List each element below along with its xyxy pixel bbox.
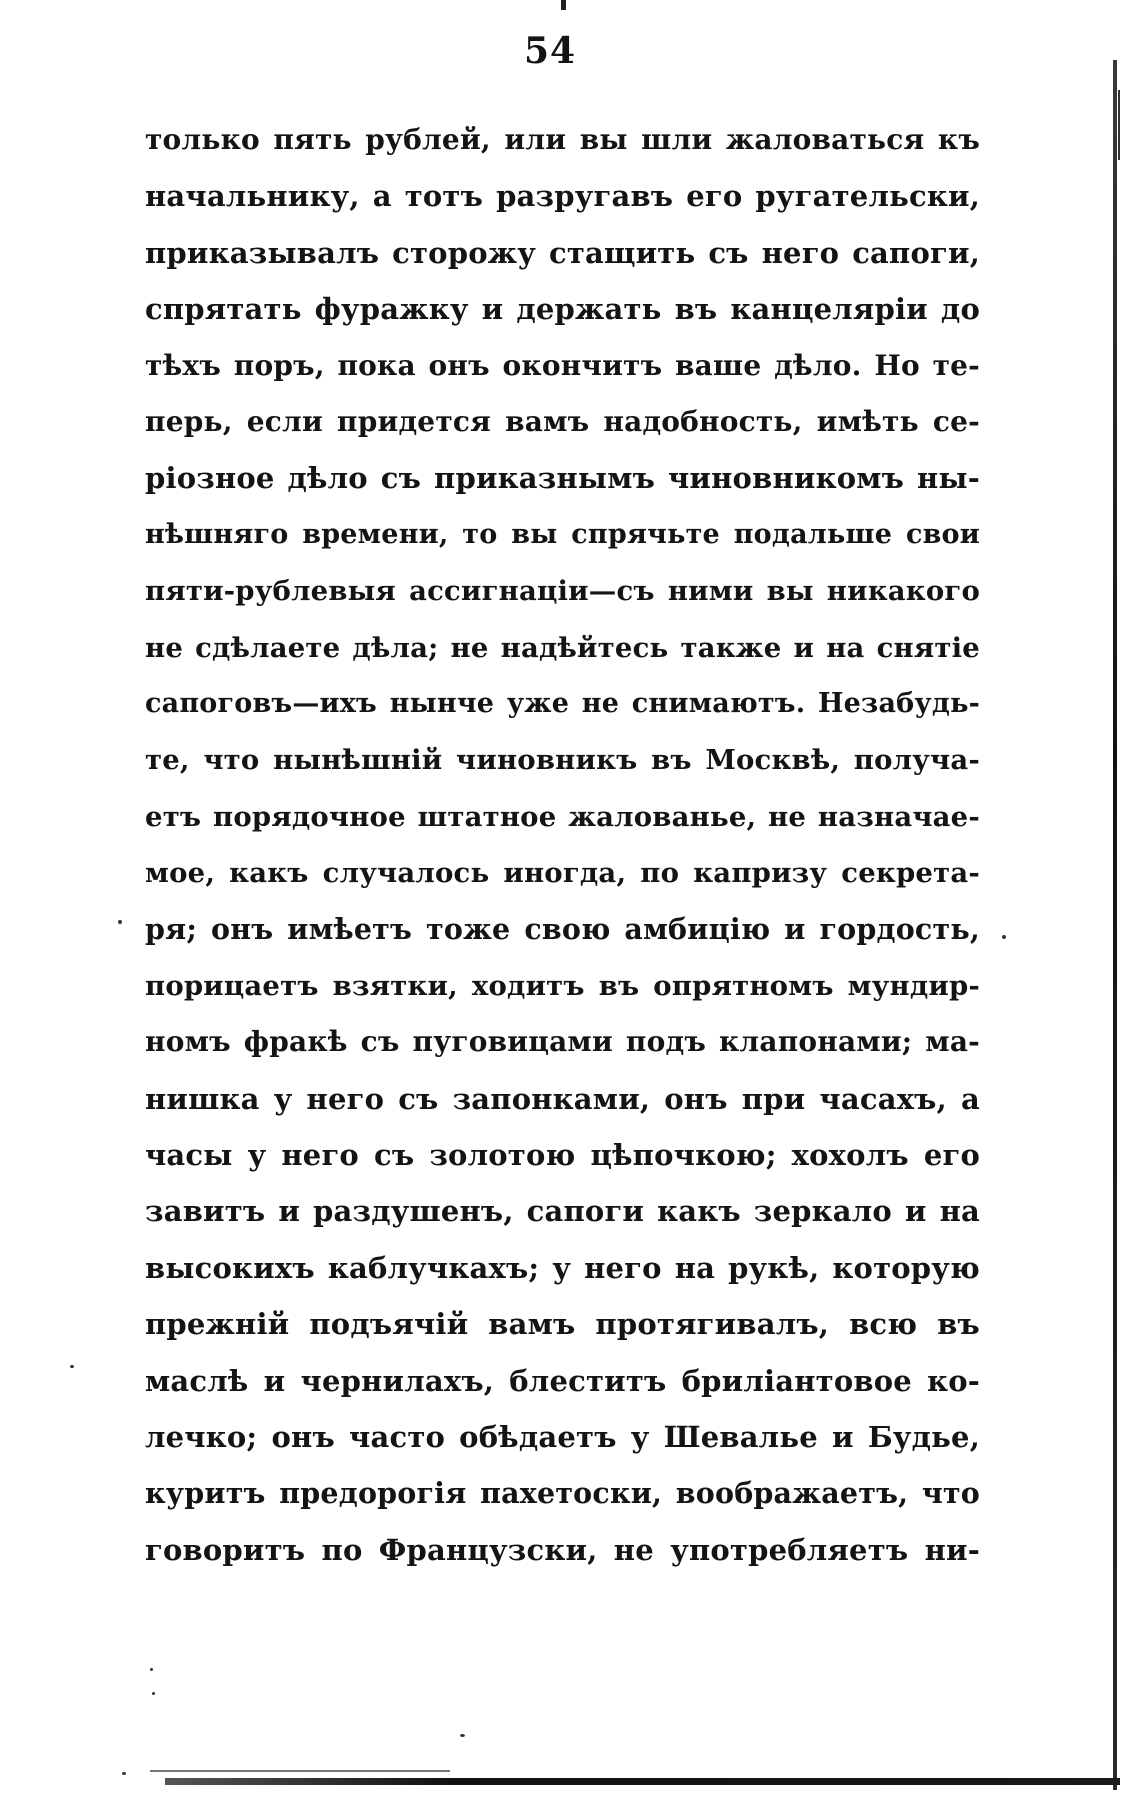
- text-line: только пять рублей, или вы шли жаловаться къ: [145, 123, 980, 156]
- text-line: завитъ и раздушенъ, сапоги какъ зеркало и на: [145, 1194, 980, 1229]
- text-line: приказывалъ сторожу стащить съ него сапоги,: [145, 235, 980, 270]
- text-line: куритъ предорогія пахетоски, воображаетъ, что: [145, 1476, 980, 1511]
- text-line: начальнику, а тотъ разругавъ его ругательски,: [145, 179, 980, 214]
- page-right-edge-mark: [1118, 90, 1120, 160]
- page-bottom-edge: [165, 1778, 1120, 1785]
- ink-speck: [118, 920, 122, 924]
- ink-speck: [122, 1772, 126, 1775]
- ink-speck: [70, 1365, 74, 1368]
- text-line: перь, если придется вамъ надобность, имѣть се-: [145, 404, 980, 438]
- text-line: етъ порядочное штатное жалованье, не назначае-: [145, 800, 980, 833]
- text-line: пяти-рублевыя ассигнаціи—съ ними вы никакого: [145, 575, 980, 608]
- text-line: маслѣ и чернилахъ, блеститъ бриліантовое ко-: [145, 1363, 980, 1398]
- ink-speck: [152, 1692, 155, 1695]
- ink-speck: [460, 1734, 465, 1737]
- text-line: высокихъ каблучкахъ; у него на рукѣ, которую: [145, 1250, 980, 1285]
- text-line: лечко; онъ часто обѣдаетъ у Шевалье и Будье,: [145, 1419, 980, 1454]
- text-line: нѣшняго времени, то вы спрячьте подальше свои: [145, 518, 980, 550]
- text-line: нишка у него съ запонками, онъ при часахъ, а: [145, 1081, 980, 1116]
- page-number: 54: [523, 30, 577, 72]
- text-line: спрятать фуражку и держать въ канцеляріи до: [145, 292, 980, 327]
- text-line: мое, какъ случалось иногда, по капризу секрета-: [145, 857, 980, 890]
- text-line: ря; онъ имѣетъ тоже свою амбицію и гордость,: [145, 912, 980, 947]
- text-line: порицаетъ взятки, ходитъ въ опрятномъ мундир-: [145, 969, 980, 1002]
- top-ink-mark: [561, 0, 566, 10]
- text-line: говоритъ по Французски, не употребляетъ ни-: [145, 1532, 980, 1567]
- text-line: сапоговъ—ихъ нынче уже не снимаютъ. Незабудь-: [145, 687, 980, 719]
- body-text: [145, 112, 980, 1578]
- text-line: ріозное дѣло съ приказнымъ чиновникомъ ны-: [145, 461, 980, 496]
- text-line: те, что нынѣшній чиновникъ въ Москвѣ, получа-: [145, 744, 980, 777]
- ink-speck: [1002, 935, 1006, 939]
- page-bottom-edge-mark: [150, 1770, 450, 1772]
- text-line: прежній подъячій вамъ протягивалъ, всю въ: [145, 1307, 980, 1342]
- page-right-edge: [1113, 60, 1117, 1790]
- text-line: часы у него съ золотою цѣпочкою; хохолъ его: [145, 1138, 980, 1173]
- text-line: тѣхъ поръ, пока онъ окончитъ ваше дѣло. Но те-: [145, 348, 980, 382]
- text-line: не сдѣлаете дѣла; не надѣйтесь также и на снятіе: [145, 631, 980, 664]
- ink-speck: [150, 1668, 153, 1671]
- text-line: номъ фракѣ съ пуговицами подъ клапонами; ма-: [145, 1025, 980, 1059]
